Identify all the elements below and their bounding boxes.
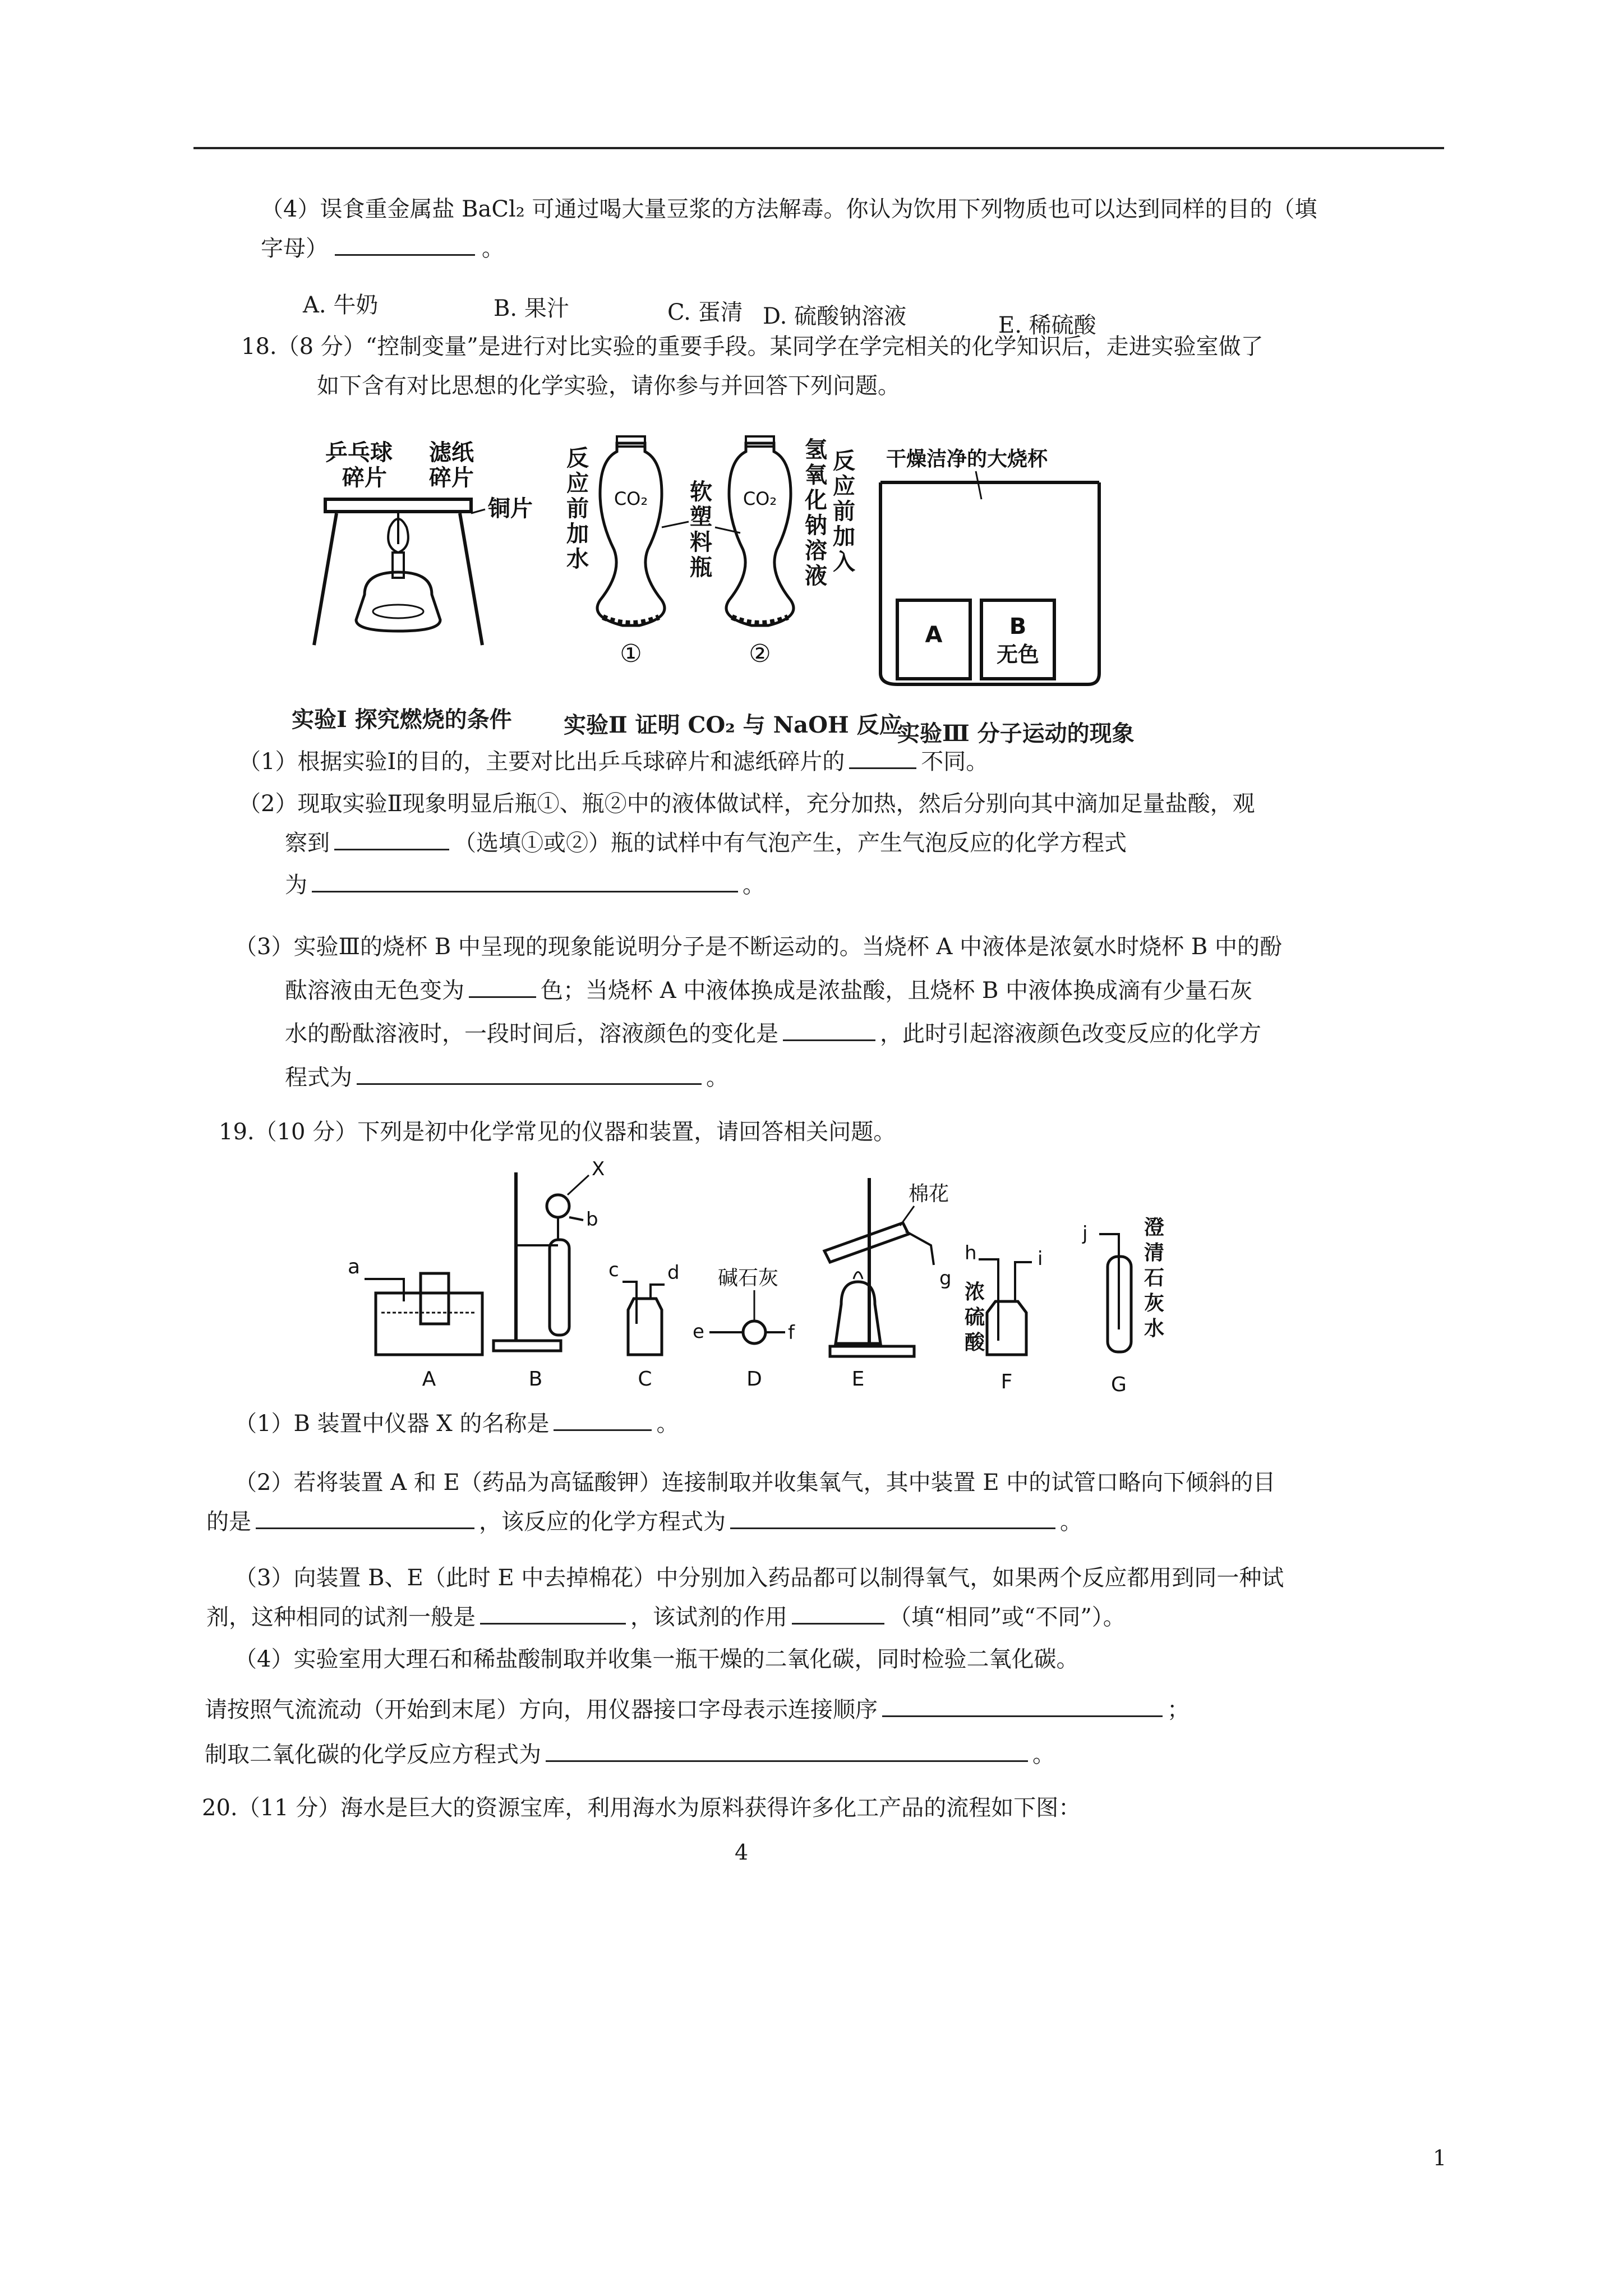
q18-intro-line1: 18.（8 分）“控制变量”是进行对比实验的重要手段。某同学在学完相关的化学知识后，走进实验室做了	[241, 334, 1264, 360]
port-e-label: e	[693, 1320, 704, 1343]
q18-2-text-b: （选填①或②）瓶的试样中有气泡产生，产生气泡反应的化学方程式	[454, 830, 1127, 856]
small-beaker-b	[981, 600, 1054, 679]
q19-4-text-b: ；	[1167, 1697, 1189, 1723]
tripod-leg-right	[460, 513, 482, 645]
small-beaker-b-note: 无色	[996, 642, 1040, 667]
q19-1-text: （1）B 装置中仪器 X 的名称是	[234, 1411, 550, 1437]
q19-2-line2	[206, 1506, 1082, 1538]
q19-2-text-a: 的是	[206, 1509, 251, 1535]
q19-4-end: 。	[1032, 1742, 1055, 1768]
bottle-left-label-2: 应	[566, 471, 589, 496]
q18-2-equation-blank[interactable]	[312, 869, 738, 892]
soft-bottle-label-2: 塑	[690, 504, 712, 530]
apparatus-b	[494, 1161, 605, 1391]
bottle-1	[597, 443, 665, 625]
delivery-tube-g	[906, 1231, 934, 1265]
pointer-x	[568, 1175, 589, 1195]
q18-intro-line2: 如下含有对比思想的化学实验，请你参与并回答下列问题。	[317, 373, 900, 399]
naoh-label-6: 液	[805, 563, 827, 589]
port-i-label: i	[1038, 1248, 1043, 1270]
q19-1-answer-blank[interactable]	[554, 1408, 652, 1431]
q18-2-text-c: 为	[285, 872, 307, 898]
q19-3-line1: （3）向装置 B、E（此时 E 中去掉棉花）中分别加入药品都可以制得氧气，如果两个反应都用到同一种试	[234, 1565, 1284, 1591]
q18-2-line2	[285, 827, 1127, 859]
bottle-1-liquid	[603, 617, 659, 623]
inner-page-number: 4	[735, 1840, 749, 1865]
bottle-left-label-4: 加	[566, 521, 589, 547]
label-b: B	[528, 1368, 543, 1391]
port-h-label: h	[965, 1242, 977, 1264]
conc-acid-label-3: 酸	[965, 1331, 985, 1354]
soda-lime-label: 碱石灰	[718, 1267, 779, 1290]
q18-3-text-a: 酞溶液由无色变为	[285, 978, 464, 1004]
conc-acid-label-2: 硫	[965, 1306, 985, 1329]
bottle-left-label-3: 前	[566, 496, 589, 522]
q17-option-e: E. 稀硫酸	[998, 312, 1096, 338]
q18-3-line4	[285, 1062, 728, 1093]
label-g: G	[1111, 1373, 1127, 1396]
small-beaker-a-label: A	[925, 622, 943, 648]
q18-experiment-figure	[303, 426, 1133, 718]
q17-4-period: 。	[482, 236, 504, 261]
q17-option-b: B. 果汁	[494, 296, 569, 321]
soft-bottle-label-3: 料	[690, 530, 712, 555]
pingpong-label-1: 乒乓球	[325, 440, 393, 466]
collection-bottle	[421, 1273, 449, 1324]
q18-3-color-blank[interactable]	[469, 975, 536, 998]
header-rule	[193, 147, 1444, 149]
q19-1-end: 。	[656, 1411, 679, 1437]
q19-1-line	[234, 1408, 679, 1439]
q19-3-reagent-blank[interactable]	[480, 1602, 626, 1625]
q19-3-text-c: （填“相同”或“不同”）。	[889, 1604, 1126, 1630]
bottle-2	[726, 443, 794, 625]
q19-4-line1: （4）实验室用大理石和稀盐酸制取并收集一瓶干燥的二氧化碳，同时检验二氧化碳。	[234, 1646, 1079, 1672]
q18-3-text-b: 色；当烧杯 A 中液体换成是浓盐酸，且烧杯 B 中液体换成滴有少量石灰	[541, 978, 1253, 1004]
naoh-label-1: 氢	[805, 437, 827, 463]
q18-3-line3	[285, 1018, 1261, 1050]
q17-option-c: C. 蛋清	[667, 300, 743, 325]
apparatus-a	[348, 1255, 482, 1391]
bottle-1-number: ①	[620, 639, 642, 668]
q17-4-answer-blank[interactable]	[335, 233, 475, 256]
caption-exp3: 实验Ⅲ 分子运动的现象	[897, 720, 1135, 747]
q18-3-end: 。	[706, 1065, 728, 1091]
alcohol-lamp-e	[836, 1282, 880, 1343]
port-d-label: d	[667, 1262, 680, 1284]
q18-2-line3	[285, 869, 765, 901]
q18-3-text-e: 程式为	[285, 1065, 352, 1091]
tube-d	[651, 1285, 665, 1299]
bottle-2-co2: CO₂	[743, 488, 777, 509]
q18-2-bottle-blank[interactable]	[334, 827, 449, 850]
funnel-x	[547, 1195, 569, 1217]
limewater-label-5: 水	[1144, 1317, 1165, 1340]
bottle-2-liquid	[732, 617, 788, 623]
label-c: C	[638, 1368, 652, 1391]
experiment3-apparatus	[880, 448, 1099, 684]
bottle-c	[628, 1299, 662, 1355]
q18-3-line2	[285, 975, 1252, 1006]
add-before-label-2: 应	[833, 473, 855, 499]
q18-3-text-d: ，此时引起溶液颜色改变反应的化学方	[880, 1021, 1261, 1047]
cotton-pointer	[900, 1206, 914, 1226]
apparatus-d	[693, 1267, 795, 1391]
caption-exp1: 实验Ⅰ 探究燃烧的条件	[292, 706, 512, 733]
q18-3-equation-blank[interactable]	[357, 1062, 702, 1085]
outer-page-number: 1	[1433, 2146, 1447, 2170]
bottle-1-cap	[617, 436, 645, 447]
add-before-label-5: 入	[833, 549, 855, 575]
soft-bottle-label-1: 软	[690, 479, 712, 505]
naoh-label-2: 氧	[805, 462, 827, 488]
bottle-1-co2: CO₂	[614, 488, 648, 509]
q19-4-line3	[205, 1739, 1055, 1770]
q18-3-text-c: 水的酚酞溶液时，一段时间后，溶液颜色的变化是	[285, 1021, 778, 1047]
q18-2-line1: （2）现取实验Ⅱ现象明显后瓶①、瓶②中的液体做试样，充分加热，然后分别向其中滴加足量盐酸，观	[238, 791, 1255, 817]
q19-2-line1: （2）若将装置 A 和 E（药品为高锰酸钾）连接制取并收集氧气，其中装置 E 中的试管口略向下倾斜的目	[234, 1470, 1276, 1496]
cotton-label: 棉花	[909, 1182, 949, 1205]
q19-3-effect-blank[interactable]	[792, 1602, 884, 1625]
port-x-label: X	[592, 1161, 605, 1180]
drying-bulb	[743, 1321, 766, 1343]
test-tube-b	[550, 1240, 569, 1335]
q18-2-text-a: 察到	[285, 830, 330, 856]
q19-4-text-c: 制取二氧化碳的化学反应方程式为	[205, 1742, 541, 1768]
q19-apparatus-figure	[336, 1161, 1211, 1414]
stand-base-e	[830, 1346, 914, 1356]
tube-i	[1015, 1262, 1032, 1301]
copper-label: 铜片	[488, 496, 533, 522]
pingpong-label-2: 碎片	[342, 465, 387, 491]
q19-3-line2	[206, 1602, 1126, 1633]
conc-acid-label-1: 浓	[965, 1281, 985, 1304]
lamp-wick	[393, 553, 404, 578]
bottle-f	[987, 1301, 1026, 1355]
port-c-label: c	[608, 1259, 619, 1281]
q19-4-equation-blank[interactable]	[546, 1739, 1028, 1762]
limewater-label-2: 清	[1144, 1241, 1165, 1264]
q18-1-answer-blank[interactable]	[849, 746, 916, 769]
soft-bottle-pointer-1	[662, 522, 689, 527]
q17-4-line2-prefix: 字母）	[261, 236, 328, 261]
naoh-label-3: 化	[805, 487, 827, 513]
tripod-leg-left	[314, 513, 336, 645]
q18-2-end: 。	[743, 872, 765, 898]
bottle-2-cap	[746, 436, 774, 447]
filter-label-1: 滤纸	[429, 440, 474, 466]
stand-base-b	[494, 1341, 561, 1351]
large-beaker	[880, 482, 1099, 684]
q19-4-line2	[205, 1694, 1189, 1726]
copper-pointer	[471, 509, 485, 513]
test-tube-e	[824, 1223, 909, 1262]
label-d: D	[746, 1368, 762, 1391]
port-f-label: f	[788, 1322, 795, 1344]
copper-sheet	[325, 499, 471, 512]
q17-4-line1: （4）误食重金属盐 BaCl₂ 可通过喝大量豆浆的方法解毒。你认为饮用下列物质也可以达到同样的目的（填	[261, 196, 1317, 222]
q19-2-end: 。	[1060, 1509, 1082, 1535]
add-before-label-3: 前	[833, 499, 855, 524]
port-b-label: b	[586, 1208, 598, 1231]
q17-option-d: D. 硫酸钠溶液	[763, 303, 907, 329]
q18-1-text: （1）根据实验Ⅰ的目的，主要对比出乒乓球碎片和滤纸碎片的	[238, 749, 845, 775]
port-j-label: j	[1082, 1222, 1088, 1245]
apparatus-f	[965, 1242, 1043, 1393]
apparatus-g	[1082, 1216, 1164, 1396]
label-e: E	[851, 1368, 865, 1391]
lamp-liquid	[373, 605, 423, 618]
large-beaker-pointer	[976, 471, 981, 499]
experiment2-apparatus	[566, 436, 855, 668]
q18-3-line1: （3）实验Ⅲ的烧杯 B 中呈现的现象能说明分子是不断运动的。当烧杯 A 中液体是浓氨水时烧杯 B 中的酚	[234, 934, 1282, 960]
alcohol-lamp	[356, 572, 440, 631]
bottle-2-number: ②	[749, 639, 771, 668]
naoh-label-5: 溶	[805, 538, 827, 564]
limewater-label-3: 石	[1144, 1267, 1165, 1290]
bottle-left-label-1: 反	[566, 445, 589, 471]
q18-3-change-blank[interactable]	[783, 1018, 875, 1041]
q19-3-text-b: ，该试剂的作用	[630, 1604, 787, 1630]
q18-1-end: 不同。	[921, 749, 989, 775]
caption-exp2: 实验Ⅱ 证明 CO₂ 与 NaOH 反应	[564, 712, 902, 738]
small-beaker-b-label: B	[1009, 614, 1027, 639]
q19-4-text-a: 请按照气流流动（开始到末尾）方向，用仪器接口字母表示连接顺序	[205, 1697, 878, 1723]
side-tube-b	[569, 1217, 583, 1220]
q20-intro: 20.（11 分）海水是巨大的资源宝库，利用海水为原料获得许多化工产品的流程如下图：	[202, 1795, 1081, 1821]
label-f: F	[1000, 1370, 1013, 1393]
naoh-label-4: 钠	[805, 513, 827, 539]
filter-label-2: 碎片	[429, 465, 474, 491]
q19-2-equation-blank[interactable]	[730, 1506, 1055, 1529]
q18-1-line	[238, 746, 988, 777]
experiment1-apparatus	[314, 440, 533, 645]
flame-e	[854, 1272, 863, 1280]
q19-intro: 19.（10 分）下列是初中化学常见的仪器和装置，请回答相关问题。	[219, 1119, 896, 1145]
q17-4-line2	[261, 233, 504, 264]
large-beaker-label: 干燥洁净的大烧杯	[886, 448, 1048, 471]
q19-2-purpose-blank[interactable]	[256, 1506, 474, 1529]
soft-bottle-label-4: 瓶	[690, 555, 712, 581]
q19-3-text-a: 剂，这种相同的试剂一般是	[206, 1604, 476, 1630]
limewater-label-4: 灰	[1144, 1292, 1165, 1315]
add-before-label-1: 反	[833, 448, 855, 474]
label-a: A	[422, 1368, 436, 1391]
apparatus-c	[608, 1259, 680, 1391]
add-before-label-4: 加	[833, 524, 855, 550]
limewater-label-1: 澄	[1144, 1216, 1165, 1239]
bottle-left-label-5: 水	[566, 546, 589, 572]
port-a-label: a	[348, 1255, 361, 1278]
port-g-label: g	[939, 1267, 952, 1290]
apparatus-e	[824, 1178, 952, 1391]
q19-2-text-b: ，该反应的化学方程式为	[479, 1509, 726, 1535]
delivery-tube-a	[365, 1279, 404, 1301]
q19-4-order-blank[interactable]	[882, 1694, 1163, 1717]
q17-option-a: A. 牛奶	[303, 292, 379, 318]
